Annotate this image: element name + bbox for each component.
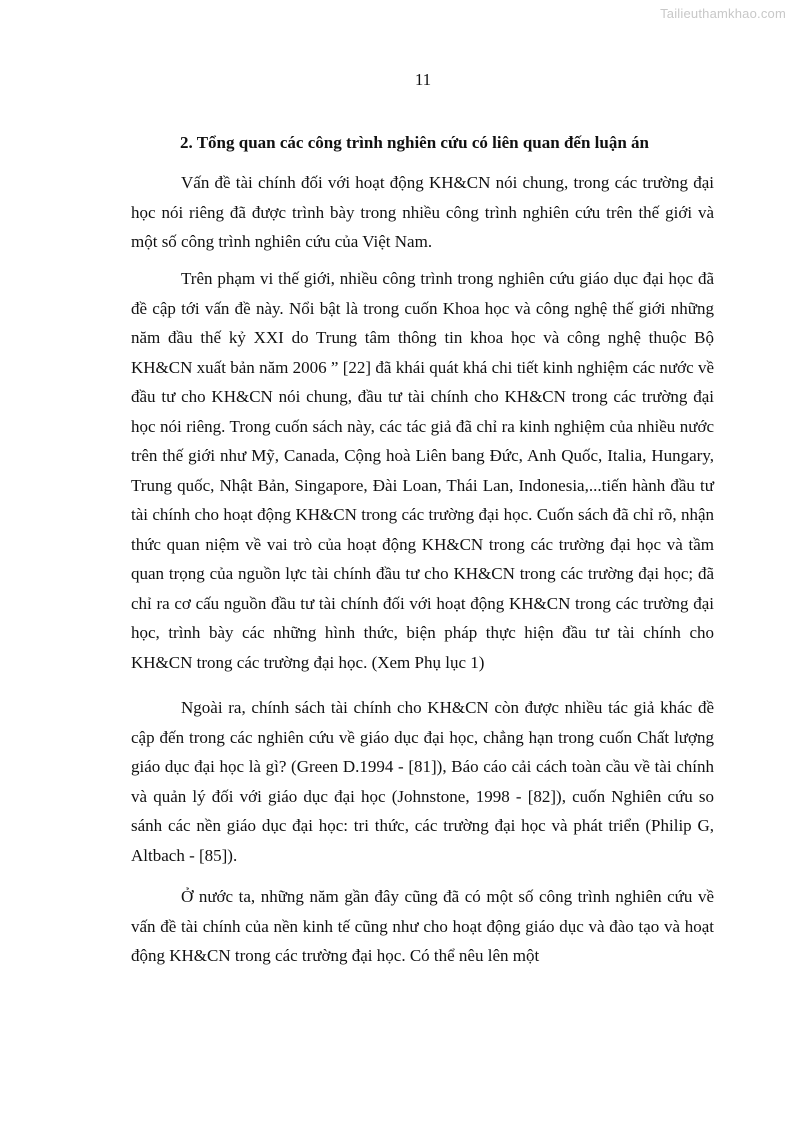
paragraph-intro: Vấn đề tài chính đối với hoạt động KH&CN nói chung, trong các trường đại học nói riêng đã được trình bày trong nhiều công trình nghiên cứu trên thế giới và một số công trình nghiên cứu của Việt Nam. [131, 173, 714, 251]
paragraph-other-authors: Ngoài ra, chính sách tài chính cho KH&CN còn được nhiều tác giả khác đề cập đến trong các nghiên cứu về giáo dục đại học, chẳng hạn trong cuốn Chất lượng giáo dục đại học là gì? (Green D.1994 - [81]), Báo cáo cải cách toàn cầu về tài chính và quản lý đối với giáo dục đại học (Johnstone, 1998 - [82]), cuốn Nghiên cứu so sánh các nền giáo dục đại học: tri thức, các trường đại học và phát triển (Philip G, Altbach - [85]). [131, 698, 714, 865]
page-number: 11 [414, 70, 432, 89]
watermark: Tailieuthamkhao.com [660, 6, 786, 21]
paragraph-world-research: Trên phạm vi thế giới, nhiều công trình trong nghiên cứu giáo dục đại học đã đề cập tới vấn đề này. Nổi bật là trong cuốn Khoa học và công nghệ thế giới những năm đầu thế kỷ XXI do Trung tâm thông tin khoa học và công nghệ thuộc Bộ KH&CN xuất bản năm 2006 ” [22] đã khái quát khá chi tiết kinh nghiệm các nước về đầu tư cho KH&CN nói chung, đầu tư tài chính cho KH&CN trong các trường đại học nói riêng. Trong cuốn sách này, các tác giả đã chỉ ra kinh nghiệm của nhiều nước trên thế giới như Mỹ, Canada, Cộng hoà Liên bang Đức, Anh Quốc, Italia, Hungary, Trung quốc, Nhật Bản, Singapore, Đài Loan, Thái Lan, Indonesia,...tiến hành đầu tư tài chính cho hoạt động KH&CN trong các trường đại học. Cuốn sách đã chỉ rõ, nhận thức quan niệm về vai trò của hoạt động KH&CN trong các trường đại học và tầm quan trọng của nguồn lực tài chính đầu tư cho KH&CN trong các trường đại học; đã chỉ ra cơ cấu nguồn đầu tư tài chính đối với hoạt động KH&CN trong các trường đại học, trình bày các những hình thức, biện pháp thực hiện đầu tư tài chính cho KH&CN trong các trường đại học. (Xem Phụ lục 1) [131, 269, 714, 672]
paragraph-vietnam-research: Ở nước ta, những năm gần đây cũng đã có một số công trình nghiên cứu về vấn đề tài chính của nền kinh tế cũng như cho hoạt động giáo dục và đào tạo và hoạt động KH&CN trong các trường đại học. Có thể nêu lên một [131, 887, 714, 965]
section-heading: 2. Tổng quan các công trình nghiên cứu có liên quan đến luận án [180, 133, 650, 152]
